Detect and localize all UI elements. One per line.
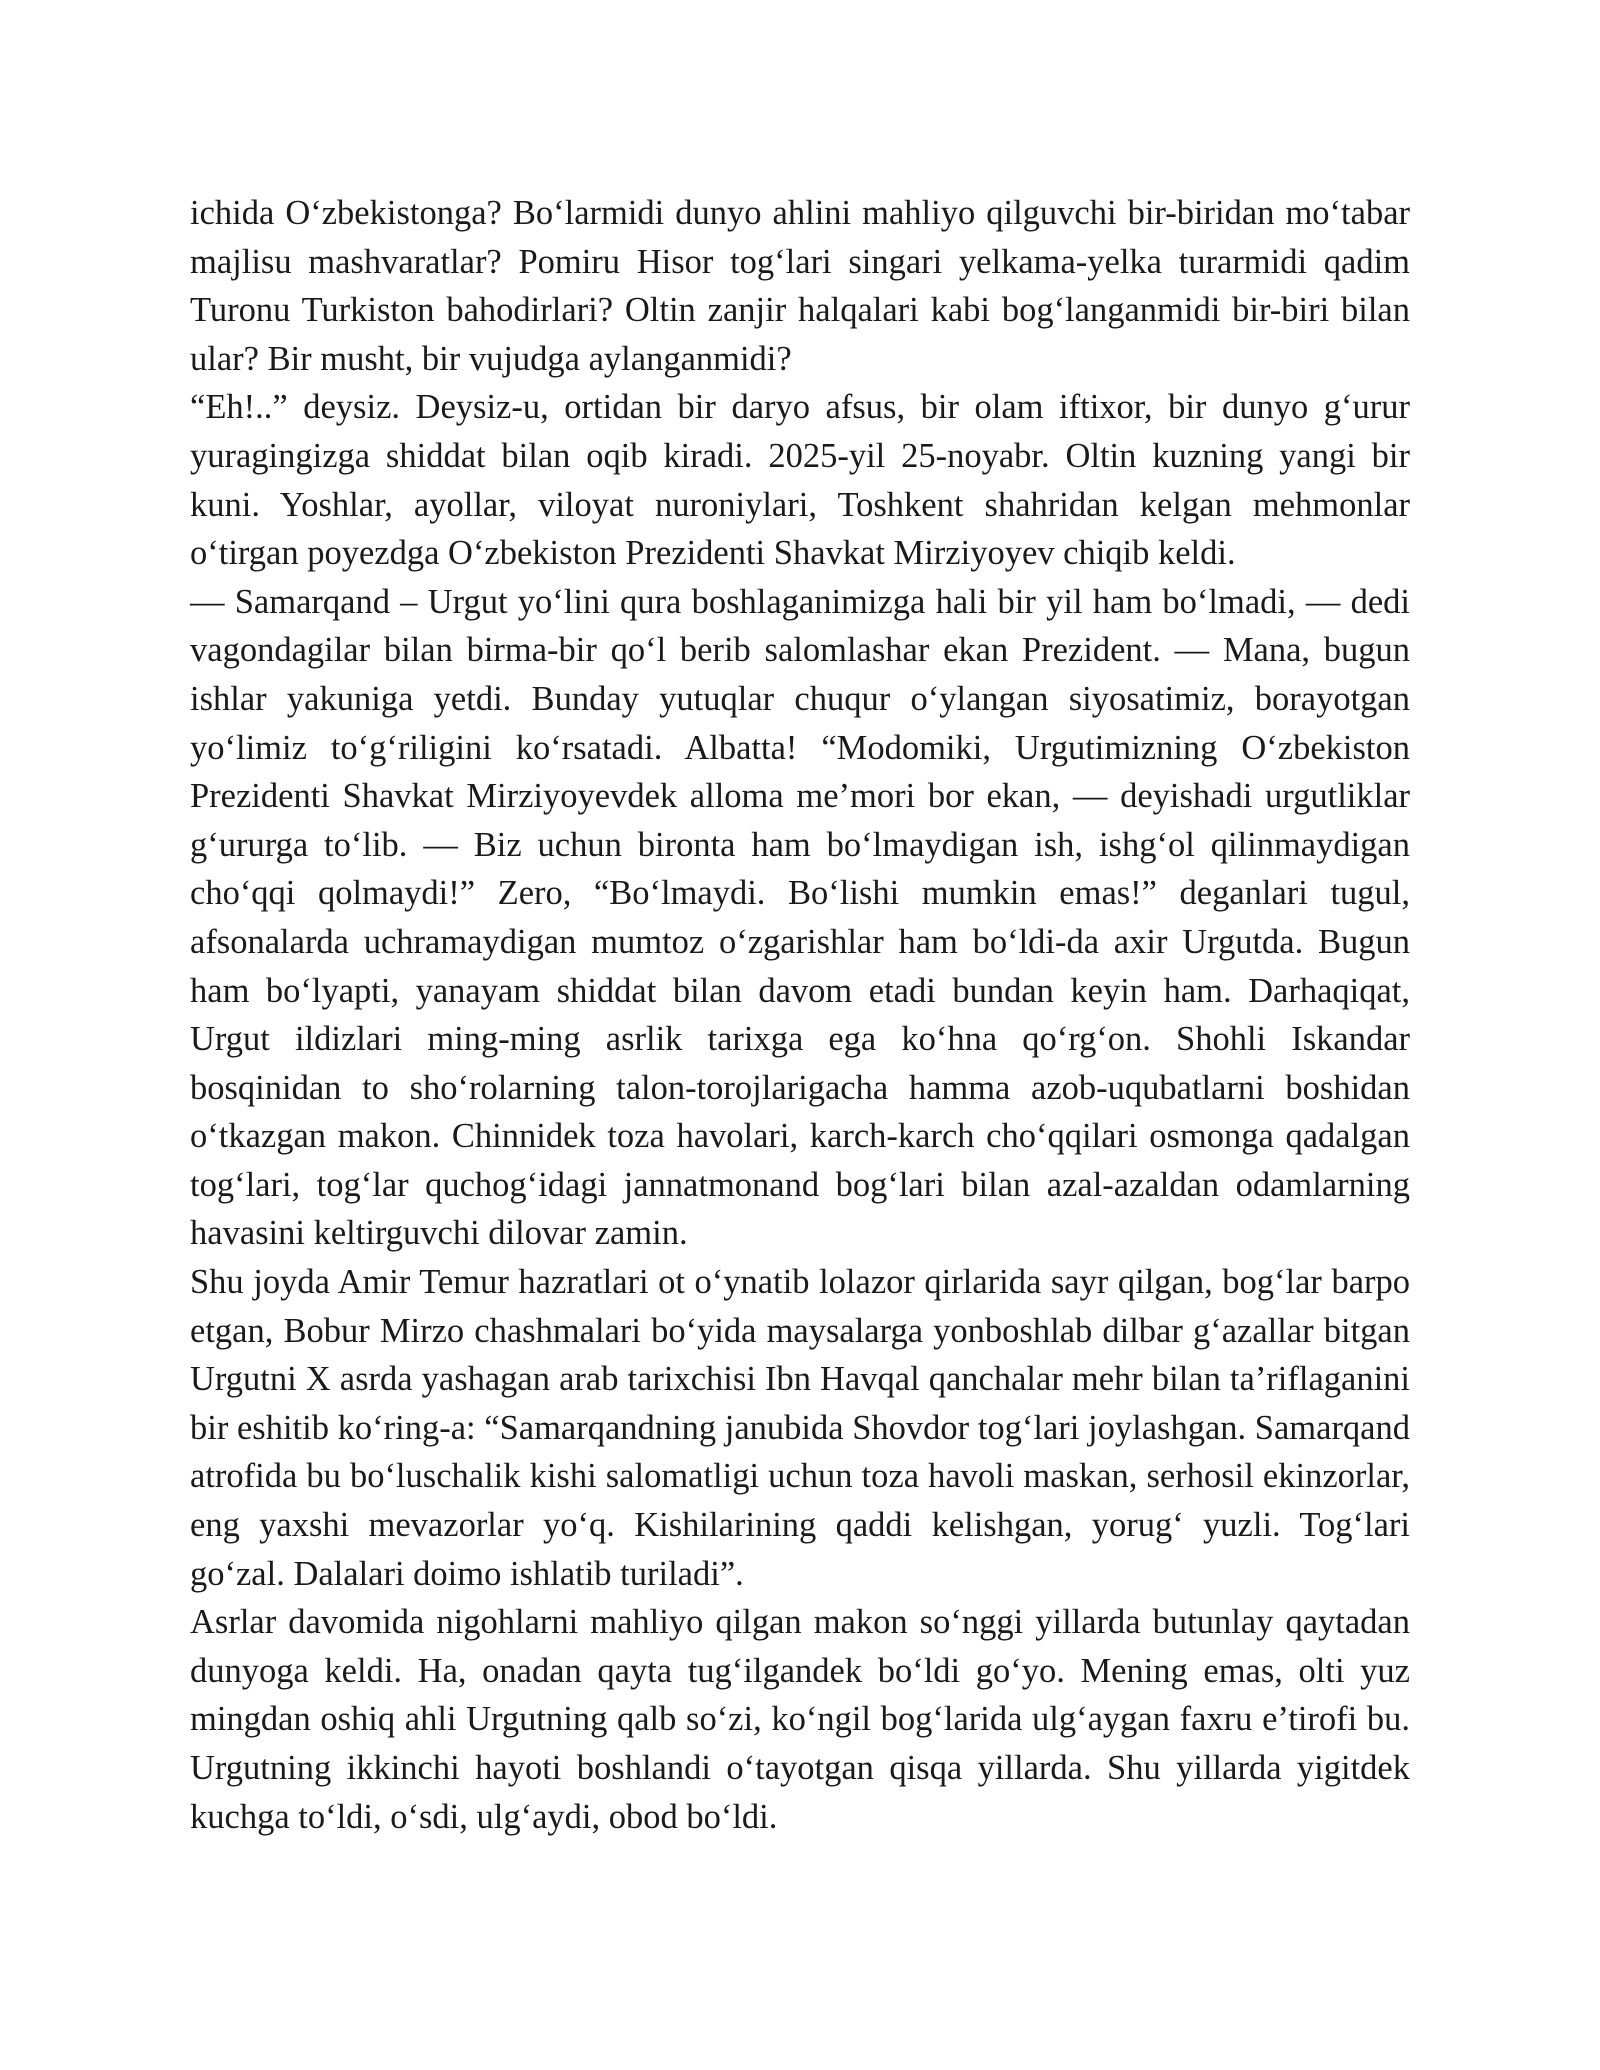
body-text (190, 189, 1410, 1841)
paragraph-3: — Samarqand – Urgut yo‘lini qura boshlaganimizga hali bir yil ham bo‘lmadi, — dedi vagondagilar bilan birma-bir qo‘l berib salomlashar ekan Prezident. — Mana, bugun ishlar yakuniga yetdi. Bunday yutuqlar chuqur o‘ylangan siyosatimiz, borayotgan yo‘limiz to‘g‘riligini ko‘rsatadi. Albatta! “Modomiki, Urgutimizning O‘zbekiston Prezidenti Shavkat Mirziyoyevdek alloma me’mori bor ekan, — deyishadi urgutliklar g‘ururga to‘lib. — Biz uchun bironta ham bo‘lmaydigan ish, ishg‘ol qilinmaydigan cho‘qqi qolmaydi!” Zero, “Bo‘lmaydi. Bo‘lishi mumkin emas!” deganlari tugul, afsonalarda uchramaydigan mumtoz o‘zgarishlar ham bo‘ldi-da axir Urgutda. Bugun ham bo‘lyapti, yanayam shiddat bilan davom etadi bundan keyin ham. Darhaqiqat, Urgut ildizlari ming-ming asrlik tarixga ega ko‘hna qo‘rg‘on. Shohli Iskandar bosqinidan to sho‘rolarning talon-torojlarigacha hamma azob-uqubatlarni boshidan o‘tkazgan makon. Chinnidek toza havolari, karch-karch cho‘qqilari osmonga qadalgan tog‘lari, tog‘lar quchog‘idagi jannatmonand bog‘lari bilan azal-azaldan odamlarning havasini keltirguvchi dilovar zamin. (190, 582, 1410, 1253)
paragraph-1: ichida O‘zbekistonga? Bo‘larmidi dunyo ahlini mahliyo qilguvchi bir-biridan mo‘tabar majlisu mashvaratlar? Pomiru Hisor tog‘lari singari yelkama-yelka turarmidi qadim Turonu Turkiston bahodirlari? Oltin zanjir halqalari kabi bog‘langanmidi bir-biri bilan ular? Bir musht, bir vujudga aylanganmidi? (190, 194, 1410, 378)
paragraph-2: “Eh!..” deysiz. Deysiz-u, ortidan bir daryo afsus, bir olam iftixor, bir dunyo g‘urur yuragingizga shiddat bilan oqib kiradi. 2025-yil 25-noyabr. Oltin kuzning yangi bir kuni. Yoshlar, ayollar, viloyat nuroniylari, Toshkent shahridan kelgan mehmonlar o‘tirgan poyezdga O‘zbekiston Prezidenti Shavkat Mirziyoyev chiqib keldi. (190, 388, 1410, 573)
paragraph-5: Asrlar davomida nigohlarni mahliyo qilgan makon so‘nggi yillarda butunlay qaytadan dunyoga keldi. Ha, onadan qayta tug‘ilgandek bo‘ldi go‘yo. Mening emas, olti yuz mingdan oshiq ahli Urgutning qalb so‘zi, ko‘ngil bog‘larida ulg‘aygan faxru e’tirofi bu. Urgutning ikkinchi hayoti boshlandi o‘tayotgan qisqa yillarda. Shu yillarda yigitdek kuchga to‘ldi, o‘sdi, ulg‘aydi, obod bo‘ldi. (190, 1603, 1410, 1836)
paragraph-4: Shu joyda Amir Temur hazratlari ot o‘ynatib lolazor qirlarida sayr qilgan, bog‘lar barpo etgan, Bobur Mirzo chashmalari bo‘yida maysalarga yonboshlab dilbar g‘azallar bitgan Urgutni X asrda yashagan arab tarixchisi Ibn Havqal qanchalar mehr bilan ta’riflaganini bir eshitib ko‘ring-a: “Samarqandning janubida Shovdor tog‘lari joylashgan. Samarqand atrofida bu bo‘luschalik kishi salomatligi uchun toza havoli maskan, serhosil ekinzorlar, eng yaxshi mevazorlar yo‘q. Kishilarining qaddi kelishgan, yorug‘ yuzli. Tog‘lari go‘zal. Dalalari doimo ishlatib turiladi”. (190, 1263, 1410, 1593)
